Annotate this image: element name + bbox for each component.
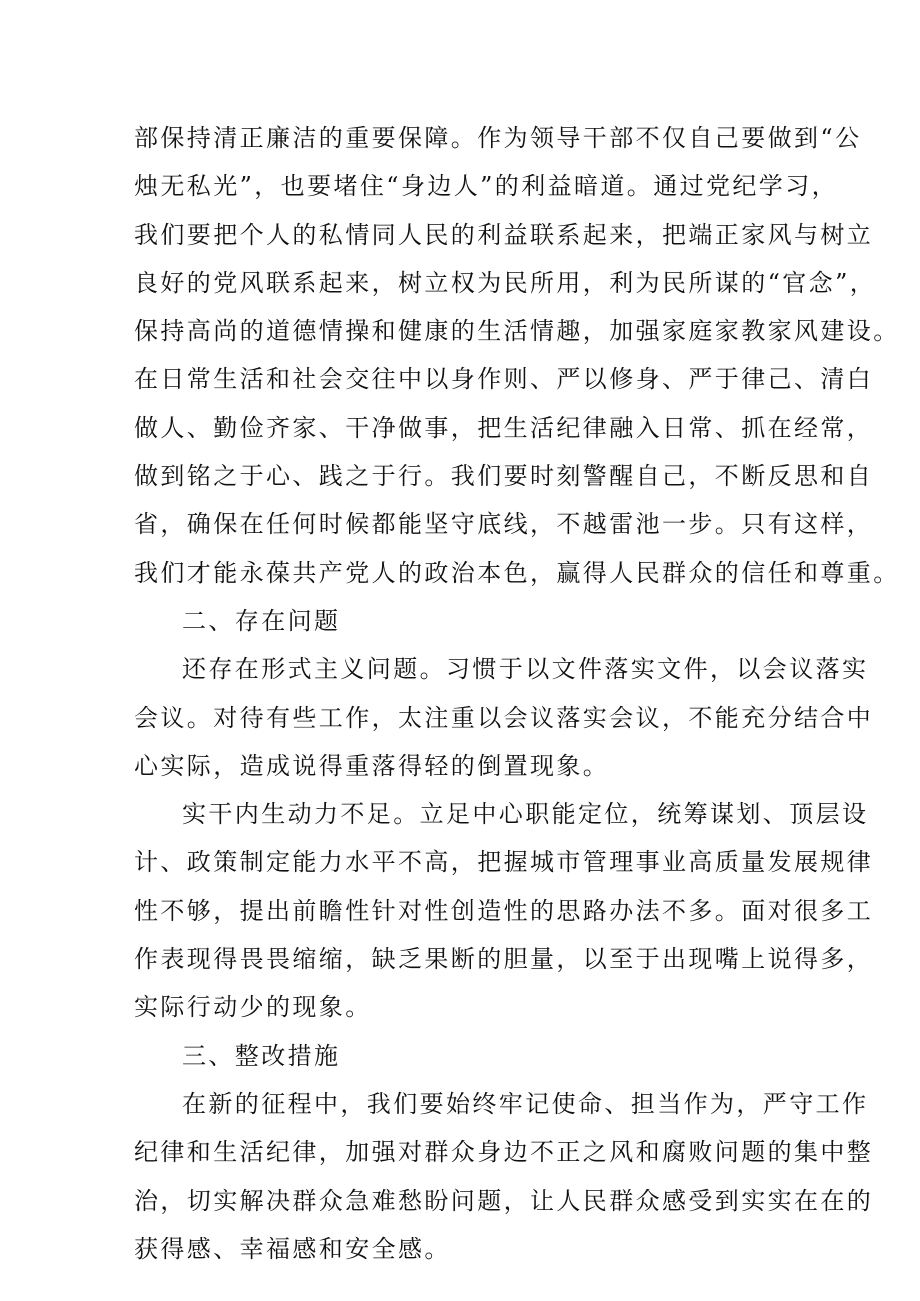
text-line: 我们才能永葆共产党人的政治本色，赢得人民群众的信任和尊重。 <box>134 558 900 587</box>
text-line: 做人、勤俭齐家、干净做事，把生活纪律融入日常、抓在经常， <box>134 413 874 442</box>
text-line: 会议。对待有些工作，太注重以会议落实会议，不能充分结合中 <box>134 703 874 732</box>
paragraph-new-journey <box>134 1080 874 1273</box>
paragraph-party-discipline <box>134 114 900 597</box>
text-line: 在日常生活和社会交往中以身作则、严以修身、严于律己、清白 <box>134 365 874 394</box>
text-line: 烛无私光”，也要堵住“身边人”的利益暗道。通过党纪学习， <box>134 172 839 201</box>
text-line: 作表现得畏畏缩缩，缺乏果断的胆量，以至于出现嘴上说得多， <box>134 945 874 974</box>
heading-text: 三、整改措施 <box>182 1041 341 1070</box>
text-line: 性不够，提出前瞻性针对性创造性的思路办法不多。面对很多工 <box>134 896 874 925</box>
paragraph-formalism <box>134 645 874 790</box>
text-line: 治，切实解决群众急难愁盼问题，让人民群众感受到实实在在的 <box>134 1186 874 1215</box>
text-line: 良好的党风联系起来，树立权为民所用，利为民所谋的“官念”， <box>134 268 877 297</box>
text-line: 部保持清正廉洁的重要保障。作为领导干部不仅自己要做到“公 <box>134 124 862 152</box>
text-line: 保持高尚的道德情操和健康的生活情趣，加强家庭家教家风建设。 <box>134 317 900 346</box>
text-line: 纪律和生活纪律，加强对群众身边不正之风和腐败问题的集中整 <box>134 1138 874 1167</box>
text-line: 计、政策制定能力水平不高，把握城市管理事业高质量发展规律 <box>134 848 874 877</box>
text-line: 在新的征程中，我们要始终牢记使命、担当作为，严守工作 <box>182 1089 869 1118</box>
text-line: 心实际，造成说得重落得轻的倒置现象。 <box>134 751 610 780</box>
text-line: 实际行动少的现象。 <box>134 993 372 1022</box>
text-line: 省，确保在任何时候都能坚守底线，不越雷池一步。只有这样， <box>134 510 874 539</box>
paragraph-motivation <box>134 790 874 1031</box>
text-line: 我们要把个人的私情同人民的利益联系起来，把端正家风与树立 <box>134 220 874 249</box>
document-body <box>134 114 900 1273</box>
text-line: 实干内生动力不足。立足中心职能定位，统筹谋划、顶层设 <box>182 800 869 829</box>
heading-text: 二、存在问题 <box>182 606 341 635</box>
text-line: 还存在形式主义问题。习惯于以文件落实文件，以会议落实 <box>182 655 869 684</box>
section-heading-problems <box>134 597 814 645</box>
section-heading-measures <box>134 1032 814 1080</box>
text-line: 做到铭之于心、践之于行。我们要时刻警醒自己，不断反思和自 <box>134 462 874 491</box>
text-line: 获得感、幸福感和安全感。 <box>134 1234 451 1263</box>
